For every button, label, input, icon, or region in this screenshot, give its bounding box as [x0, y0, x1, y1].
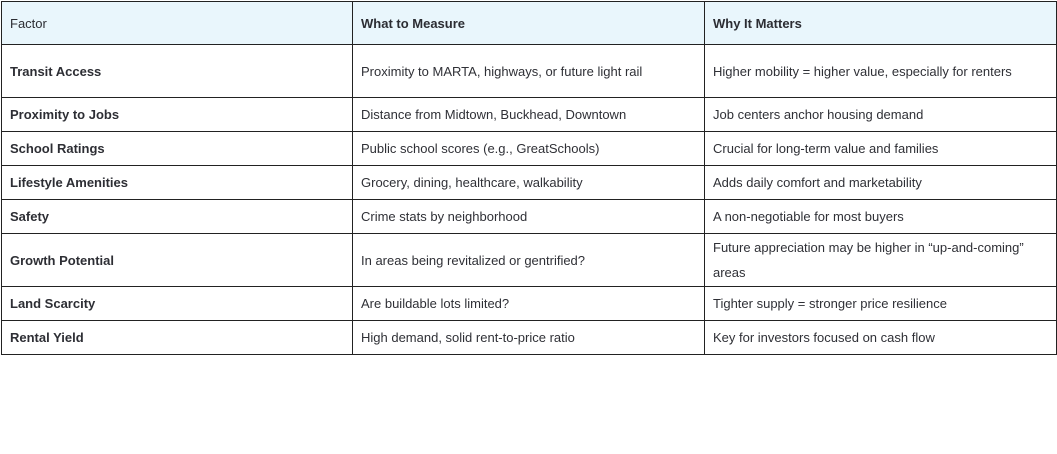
- measure-cell: Proximity to MARTA, highways, or future light rail: [353, 45, 705, 98]
- measure-cell: In areas being revitalized or gentrified?: [353, 234, 705, 287]
- table-row: [2, 45, 1057, 98]
- header-why-it-matters: Why It Matters: [705, 2, 1057, 45]
- why-cell: Tighter supply = stronger price resilience: [705, 287, 1057, 321]
- table-row: [2, 234, 1057, 287]
- factor-cell: Transit Access: [2, 45, 353, 98]
- why-cell: Adds daily comfort and marketability: [705, 166, 1057, 200]
- table-row: [2, 287, 1057, 321]
- table-body: [2, 45, 1057, 355]
- factor-cell: Lifestyle Amenities: [2, 166, 353, 200]
- measure-cell: Crime stats by neighborhood: [353, 200, 705, 234]
- factor-cell: Proximity to Jobs: [2, 98, 353, 132]
- why-cell: Crucial for long-term value and families: [705, 132, 1057, 166]
- why-cell: Job centers anchor housing demand: [705, 98, 1057, 132]
- header-what-to-measure: What to Measure: [353, 2, 705, 45]
- why-cell: Higher mobility = higher value, especially for renters: [705, 45, 1057, 98]
- why-cell: Key for investors focused on cash flow: [705, 321, 1057, 355]
- table-row: [2, 132, 1057, 166]
- header-factor: Factor: [2, 2, 353, 45]
- factor-cell: Rental Yield: [2, 321, 353, 355]
- why-cell: A non-negotiable for most buyers: [705, 200, 1057, 234]
- measure-cell: Are buildable lots limited?: [353, 287, 705, 321]
- factor-cell: School Ratings: [2, 132, 353, 166]
- factor-cell: Land Scarcity: [2, 287, 353, 321]
- measure-cell: High demand, solid rent-to-price ratio: [353, 321, 705, 355]
- measure-cell: Distance from Midtown, Buckhead, Downtown: [353, 98, 705, 132]
- measure-cell: Grocery, dining, healthcare, walkability: [353, 166, 705, 200]
- table-row: [2, 98, 1057, 132]
- header-row: [2, 2, 1057, 45]
- measure-cell: Public school scores (e.g., GreatSchools): [353, 132, 705, 166]
- factors-table: [1, 1, 1057, 355]
- table-row: [2, 200, 1057, 234]
- table-header: [2, 2, 1057, 45]
- factor-cell: Growth Potential: [2, 234, 353, 287]
- table-row: [2, 321, 1057, 355]
- factor-cell: Safety: [2, 200, 353, 234]
- table-row: [2, 166, 1057, 200]
- why-cell: Future appreciation may be higher in “up-and-coming” areas: [705, 234, 1057, 287]
